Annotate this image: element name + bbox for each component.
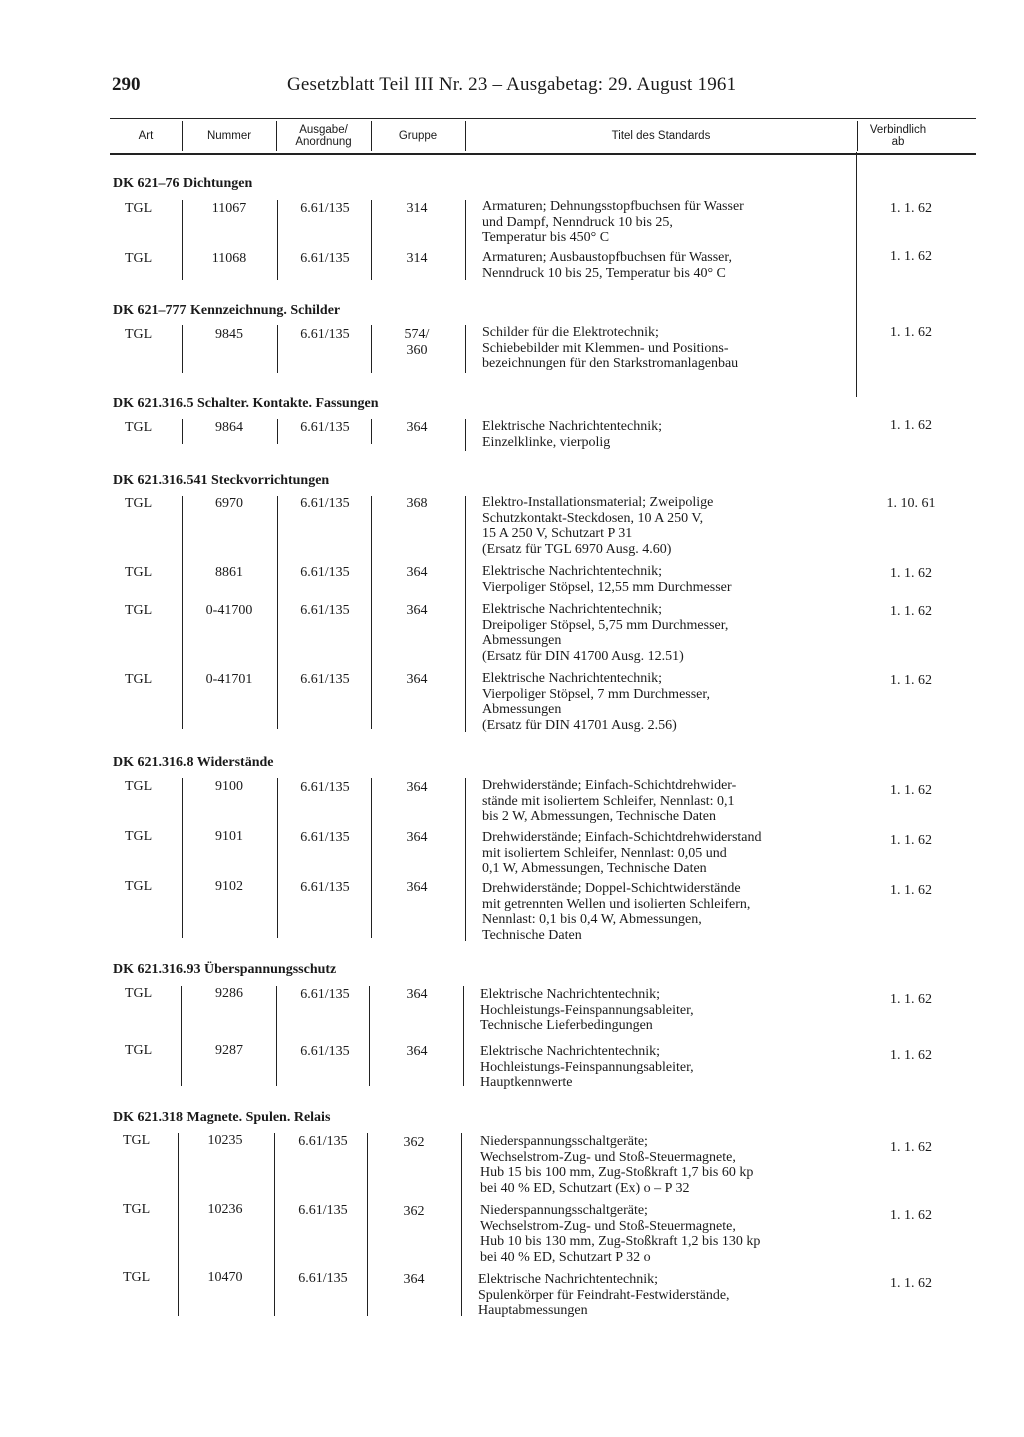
row-verbindlich: 1. 1. 62 xyxy=(890,325,932,340)
titel-line: Elektrische Nachrichtentechnik; xyxy=(482,419,662,434)
row-art: TGL xyxy=(123,1270,151,1285)
row-verbindlich: 1. 1. 62 xyxy=(890,604,932,619)
row-nummer: 0-41700 xyxy=(205,603,253,618)
titel-line: Vierpoliger Stöpsel, 7 mm Durchmesser, xyxy=(482,686,710,702)
titel-line: Temperatur bis 450° C xyxy=(482,230,610,246)
titel-line: Niederspannungsschaltgeräte; xyxy=(480,1203,648,1218)
column-rule xyxy=(856,152,857,397)
column-rule xyxy=(465,778,466,941)
row-art: TGL xyxy=(125,565,153,580)
titel-line: Elektro-Installationsmaterial; Zweipolige xyxy=(482,495,714,510)
section-heading: DK 621–76 Dichtungen xyxy=(113,176,253,191)
row-art: TGL xyxy=(125,603,153,618)
row-nummer: 0-41701 xyxy=(205,672,253,687)
row-nummer: 9100 xyxy=(215,779,243,794)
titel-line: Hauptkennwerte xyxy=(480,1075,573,1091)
titel-line: bezeichnungen für den Starkstromanlagenbau xyxy=(482,356,739,372)
titel-line: Technische Daten xyxy=(482,927,582,943)
titel-line: bei 40 % ED, Schutzart (Ex) o – P 32 xyxy=(480,1180,690,1196)
row-verbindlich: 1. 1. 62 xyxy=(890,673,932,688)
row-gruppe: 574/ xyxy=(404,327,430,342)
column-header-titel: Titel des Standards xyxy=(611,130,711,142)
column-rule xyxy=(277,778,278,938)
row-titel xyxy=(482,881,852,943)
titel-line: Elektrische Nachrichtentechnik; xyxy=(480,987,660,1002)
row-titel xyxy=(480,1134,850,1196)
column-rule xyxy=(465,325,466,373)
titel-line: Wechselstrom-Zug- und Stoß-Steuermagnete, xyxy=(480,1149,736,1165)
titel-line: Elektrische Nachrichtentechnik; xyxy=(482,602,662,617)
titel-line: Einzelklinke, vierpolig xyxy=(482,434,611,450)
row-titel xyxy=(482,495,852,557)
row-art: TGL xyxy=(125,779,153,794)
row-nummer: 10470 xyxy=(207,1270,243,1285)
titel-line: Schutzkontakt-Steckdosen, 10 A 250 V, xyxy=(482,510,704,526)
titel-line: Drehwiderstände; Einfach-Schichtdrehwiderstand xyxy=(482,830,762,845)
row-titel xyxy=(480,1044,850,1091)
row-ausgabe: 6.61/135 xyxy=(298,1134,348,1149)
page-header xyxy=(112,74,862,100)
section-heading: DK 621.316.541 Steckvorrichtungen xyxy=(113,473,330,488)
row-verbindlich: 1. 1. 62 xyxy=(890,1048,932,1063)
titel-line: Elektrische Nachrichtentechnik; xyxy=(482,564,662,579)
titel-line: Abmessungen xyxy=(482,633,562,649)
titel-line: (Ersatz für DIN 41701 Ausg. 2.56) xyxy=(482,717,677,733)
titel-line: Schilder für die Elektrotechnik; xyxy=(482,325,659,340)
row-nummer: 9287 xyxy=(215,1043,243,1058)
column-rule xyxy=(274,1133,275,1316)
table-header xyxy=(110,118,976,155)
column-rule xyxy=(178,1133,179,1316)
row-nummer: 6970 xyxy=(215,496,243,511)
row-gruppe: 368 xyxy=(406,496,428,511)
column-header-ausgabe-line1: Ausgabe/ xyxy=(299,124,348,136)
row-gruppe: 360 xyxy=(406,343,428,358)
row-nummer: 9102 xyxy=(215,879,243,894)
column-header-ausgabe-line2: Anordnung xyxy=(295,136,352,148)
row-verbindlich: 1. 1. 62 xyxy=(890,1140,932,1155)
titel-line: Technische Lieferbedingungen xyxy=(480,1018,653,1034)
row-titel xyxy=(482,564,852,595)
titel-line: Spulenkörper für Feindraht-Festwiderstände, xyxy=(478,1287,730,1303)
titel-line: Armaturen; Ausbaustopfbuchsen für Wasser, xyxy=(482,250,732,265)
row-verbindlich: 1. 1. 62 xyxy=(890,1276,932,1291)
row-titel xyxy=(482,325,852,372)
titel-line: bei 40 % ED, Schutzart P 32 o xyxy=(480,1249,651,1265)
row-verbindlich: 1. 1. 62 xyxy=(890,883,932,898)
row-gruppe: 364 xyxy=(406,830,428,845)
section-heading: DK 621.316.93 Überspannungsschutz xyxy=(113,962,337,977)
row-ausgabe: 6.61/135 xyxy=(300,780,350,795)
row-nummer: 10235 xyxy=(207,1133,243,1148)
row-titel xyxy=(480,987,850,1034)
titel-line: Schiebebilder mit Klemmen- und Positions- xyxy=(482,340,729,356)
row-gruppe: 362 xyxy=(403,1135,425,1150)
row-verbindlich: 1. 1. 62 xyxy=(890,201,932,216)
section-heading: DK 621–777 Kennzeichnung. Schilder xyxy=(113,303,341,318)
column-header-verbindlich xyxy=(857,119,939,153)
titel-line: und Dampf, Nenndruck 10 bis 25, xyxy=(482,214,673,230)
row-ausgabe: 6.61/135 xyxy=(300,987,350,1002)
titel-line: Hochleistungs-Feinspannungsableiter, xyxy=(480,1002,694,1018)
row-titel xyxy=(482,602,852,664)
row-art: TGL xyxy=(125,496,153,511)
row-ausgabe: 6.61/135 xyxy=(300,496,350,511)
titel-line: Elektrische Nachrichtentechnik; xyxy=(478,1272,658,1287)
row-gruppe: 364 xyxy=(406,880,428,895)
column-rule xyxy=(371,778,372,938)
titel-line: Vierpoliger Stöpsel, 12,55 mm Durchmesser xyxy=(482,579,732,595)
section-heading: DK 621.316.8 Widerstände xyxy=(113,755,274,770)
row-art: TGL xyxy=(123,1133,151,1148)
row-art: TGL xyxy=(125,879,153,894)
row-nummer: 9864 xyxy=(215,420,243,435)
row-art: TGL xyxy=(125,672,153,687)
section-heading: DK 621.316.5 Schalter. Kontakte. Fassungen xyxy=(113,396,379,411)
row-ausgabe: 6.61/135 xyxy=(300,201,350,216)
row-ausgabe: 6.61/135 xyxy=(300,327,350,342)
column-header-verbindlich-line2: ab xyxy=(891,136,905,148)
row-verbindlich: 1. 1. 62 xyxy=(890,992,932,1007)
row-art: TGL xyxy=(125,420,153,435)
row-verbindlich: 1. 1. 62 xyxy=(890,249,932,264)
titel-line: Elektrische Nachrichtentechnik; xyxy=(482,671,662,686)
row-ausgabe: 6.61/135 xyxy=(300,672,350,687)
column-rule xyxy=(276,986,277,1086)
row-art: TGL xyxy=(125,1043,153,1058)
row-nummer: 9845 xyxy=(215,327,243,342)
row-art: TGL xyxy=(125,251,153,266)
titel-line: Hub 15 bis 100 mm, Zug-Stoßkraft 1,7 bis 60 kp xyxy=(480,1165,754,1181)
column-header-gruppe: Gruppe xyxy=(398,130,438,142)
row-gruppe: 364 xyxy=(406,603,428,618)
row-gruppe: 364 xyxy=(406,1044,428,1059)
row-titel xyxy=(480,1203,850,1265)
titel-line: Niederspannungsschaltgeräte; xyxy=(480,1134,648,1149)
titel-line: Wechselstrom-Zug- und Stoß-Steuermagnete, xyxy=(480,1218,736,1234)
titel-line: Hauptabmessungen xyxy=(478,1303,588,1319)
column-rule xyxy=(461,1133,462,1316)
row-ausgabe: 6.61/135 xyxy=(298,1203,348,1218)
column-rule xyxy=(182,778,183,938)
column-rule xyxy=(465,200,466,280)
row-titel xyxy=(478,1272,848,1319)
row-gruppe: 364 xyxy=(406,565,428,580)
row-titel xyxy=(482,250,852,281)
row-art: TGL xyxy=(125,327,153,342)
titel-line: 0,1 W, Abmessungen, Technische Daten xyxy=(482,861,707,877)
titel-line: mit isoliertem Schleifer, Nennlast: 0,05 und xyxy=(482,845,727,861)
row-ausgabe: 6.61/135 xyxy=(300,1044,350,1059)
row-nummer: 10236 xyxy=(207,1202,243,1217)
titel-line: (Ersatz für DIN 41700 Ausg. 12.51) xyxy=(482,648,684,664)
titel-line: mit getrennten Wellen und isolierten Schleifern, xyxy=(482,896,751,912)
row-art: TGL xyxy=(125,829,153,844)
row-nummer: 11068 xyxy=(211,251,247,266)
row-gruppe: 364 xyxy=(406,780,428,795)
row-ausgabe: 6.61/135 xyxy=(300,830,350,845)
titel-line: Elektrische Nachrichtentechnik; xyxy=(480,1044,660,1059)
row-titel xyxy=(482,830,852,877)
titel-line: stände mit isoliertem Schleifer, Nennlast: 0,1 xyxy=(482,793,735,809)
row-gruppe: 362 xyxy=(403,1204,425,1219)
titel-line: 15 A 250 V, Schutzart P 31 xyxy=(482,526,633,542)
row-nummer: 9286 xyxy=(215,986,243,1001)
row-verbindlich: 1. 1. 62 xyxy=(890,1208,932,1223)
row-art: TGL xyxy=(125,986,153,1001)
row-art: TGL xyxy=(123,1202,151,1217)
row-gruppe: 364 xyxy=(406,420,428,435)
row-ausgabe: 6.61/135 xyxy=(300,880,350,895)
titel-line: Abmessungen xyxy=(482,702,562,718)
column-rule xyxy=(465,419,466,451)
titel-line: (Ersatz für TGL 6970 Ausg. 4.60) xyxy=(482,541,672,557)
row-titel xyxy=(482,419,852,450)
titel-line: Armaturen; Dehnungsstopfbuchsen für Wasser xyxy=(482,199,744,214)
column-header-nummer: Nummer xyxy=(206,130,252,142)
row-titel xyxy=(482,671,852,733)
titel-line: Drehwiderstände; Einfach-Schichtdrehwider- xyxy=(482,778,737,793)
row-nummer: 9101 xyxy=(215,829,243,844)
row-nummer: 8861 xyxy=(215,565,243,580)
column-header-verbindlich-line1: Verbindlich xyxy=(869,124,927,136)
row-gruppe: 314 xyxy=(406,201,428,216)
row-ausgabe: 6.61/135 xyxy=(300,565,350,580)
row-nummer: 11067 xyxy=(211,201,247,216)
row-verbindlich: 1. 10. 61 xyxy=(886,496,936,511)
titel-line: Hub 10 bis 130 mm, Zug-Stoßkraft 1,2 bis 130 kp xyxy=(480,1234,761,1250)
row-verbindlich: 1. 1. 62 xyxy=(890,833,932,848)
page-number: 290 xyxy=(112,74,141,95)
titel-line: Dreipoliger Stöpsel, 5,75 mm Durchmesser, xyxy=(482,617,729,633)
row-ausgabe: 6.61/135 xyxy=(300,251,350,266)
row-verbindlich: 1. 1. 62 xyxy=(890,566,932,581)
row-art: TGL xyxy=(125,201,153,216)
column-header-ausgabe xyxy=(276,119,371,153)
section-heading: DK 621.318 Magnete. Spulen. Relais xyxy=(113,1110,331,1125)
row-titel xyxy=(482,199,852,246)
column-rule xyxy=(465,496,466,732)
row-gruppe: 364 xyxy=(406,987,428,1002)
row-ausgabe: 6.61/135 xyxy=(298,1271,348,1286)
row-ausgabe: 6.61/135 xyxy=(300,603,350,618)
row-titel xyxy=(482,778,852,825)
row-verbindlich: 1. 1. 62 xyxy=(890,783,932,798)
row-ausgabe: 6.61/135 xyxy=(300,420,350,435)
titel-line: Drehwiderstände; Doppel-Schichtwiderstände xyxy=(482,881,741,896)
row-gruppe: 364 xyxy=(403,1272,425,1287)
column-header-art: Art xyxy=(138,130,154,142)
page-title: Gesetzblatt Teil III Nr. 23 – Ausgabetag: 29. August 1961 xyxy=(287,74,737,95)
row-gruppe: 364 xyxy=(406,672,428,687)
column-rule xyxy=(367,1133,368,1316)
titel-line: bis 2 W, Abmessungen, Technische Daten xyxy=(482,809,717,825)
titel-line: Nennlast: 0,1 bis 0,4 W, Abmessungen, xyxy=(482,912,702,928)
titel-line: Hochleistungs-Feinspannungsableiter, xyxy=(480,1059,694,1075)
row-verbindlich: 1. 1. 62 xyxy=(890,418,932,433)
titel-line: Nenndruck 10 bis 25, Temperatur bis 40° C xyxy=(482,265,726,281)
row-gruppe: 314 xyxy=(406,251,428,266)
